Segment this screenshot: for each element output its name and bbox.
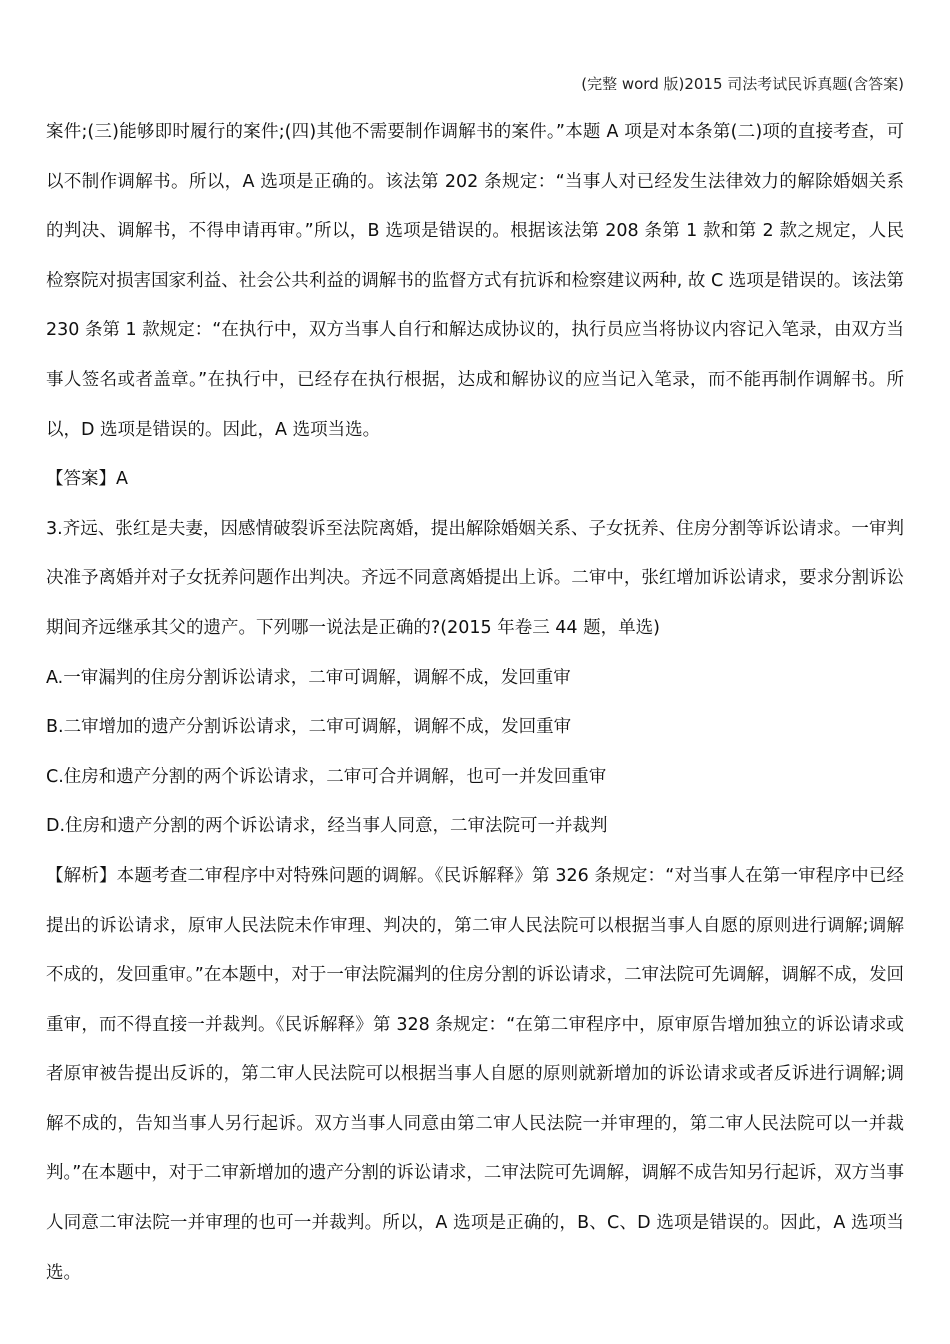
question-3-analysis: 【解析】本题考查二审程序中对特殊问题的调解。《民诉解释》第 326 条规定：“对当事人在第一审程序中已经提出的诉讼请求，原审人民法院未作审理、判决的，第二审人民法院可以根据当事人自愿的原则进行调解;调解不成的，发回重审。”在本题中，对于一审法院漏判的住房分割的诉讼请求，二审法院可先调解，调解不成，发回重审，而不得直接一并裁判。《民诉解释》第 328 条规定：“在第二审程序中，原审原告增加独立的诉讼请求或者原审被告提出反诉的，第二审人民法院可以根据当事人自愿的原则就新增加的诉讼请求或者反诉进行调解;调解不成的，告知当事人另行起诉。双方当事人同意由第二审人民法院一并审理的，第二审人民法院可以一并裁判。”在本题中，对于二审新增加的遗产分割的诉讼请求，二审法院可先调解，调解不成告知另行起诉，双方当事人同意二审法院一并审理的也可一并裁判。所以，A 选项是正确的，B、C、D 选项是错误的。因此，A 选项当选。: [46, 865, 904, 1283]
question-3-stem: 3.齐远、张红是夫妻，因感情破裂诉至法院离婚，提出解除婚姻关系、子女抚养、住房分割等诉讼请求。一审判决准予离婚并对子女抚养问题作出判决。齐远不同意离婚提出上诉。二审中，张红增加诉讼请求，要求分割诉讼期间齐远继承其父的遗产。下列哪一说法是正确的?(2015 年卷三 44 题，单选): [46, 518, 904, 638]
question-3-option-c: C.住房和遗产分割的两个诉讼请求，二审可合并调解，也可一并发回重审: [46, 766, 607, 787]
page-header-title: (完整 word 版)2015 司法考试民诉真题(含答案): [581, 75, 904, 93]
document-body: [46, 108, 904, 1298]
question-3-option-b: B.二审增加的遗产分割诉讼请求，二审可调解，调解不成，发回重审: [46, 717, 572, 738]
previous-question-analysis: 案件;(三)能够即时履行的案件;(四)其他不需要制作调解书的案件。”本题 A 项是对本条第(二)项的直接考查，可以不制作调解书。所以，A 选项是正确的。该法第 202 条规定：“当事人对已经发生法律效力的解除婚姻关系的判决、调解书，不得申请再审。”所以，B 选项是错误的。根据该法第 208 条第 1 款和第 2 款之规定，人民检察院对损害国家利益、社会公共利益的调解书的监督方式有抗诉和检察建议两种, 故 C 选项是错误的。该法第 230 条第 1 款规定：“在执行中，双方当事人自行和解达成协议的，执行员应当将协议内容记入笔录，由双方当事人签名或者盖章。”在执行中，已经存在执行根据，达成和解协议的应当记入笔录，而不能再制作调解书。所以，D 选项是错误的。因此，A 选项当选。: [46, 122, 904, 440]
previous-question-answer: 【答案】A: [46, 469, 128, 490]
question-3-option-a: A.一审漏判的住房分割诉讼请求，二审可调解，调解不成，发回重审: [46, 667, 571, 688]
question-3-option-d: D.住房和遗产分割的两个诉讼请求，经当事人同意，二审法院可一并裁判: [46, 816, 608, 837]
